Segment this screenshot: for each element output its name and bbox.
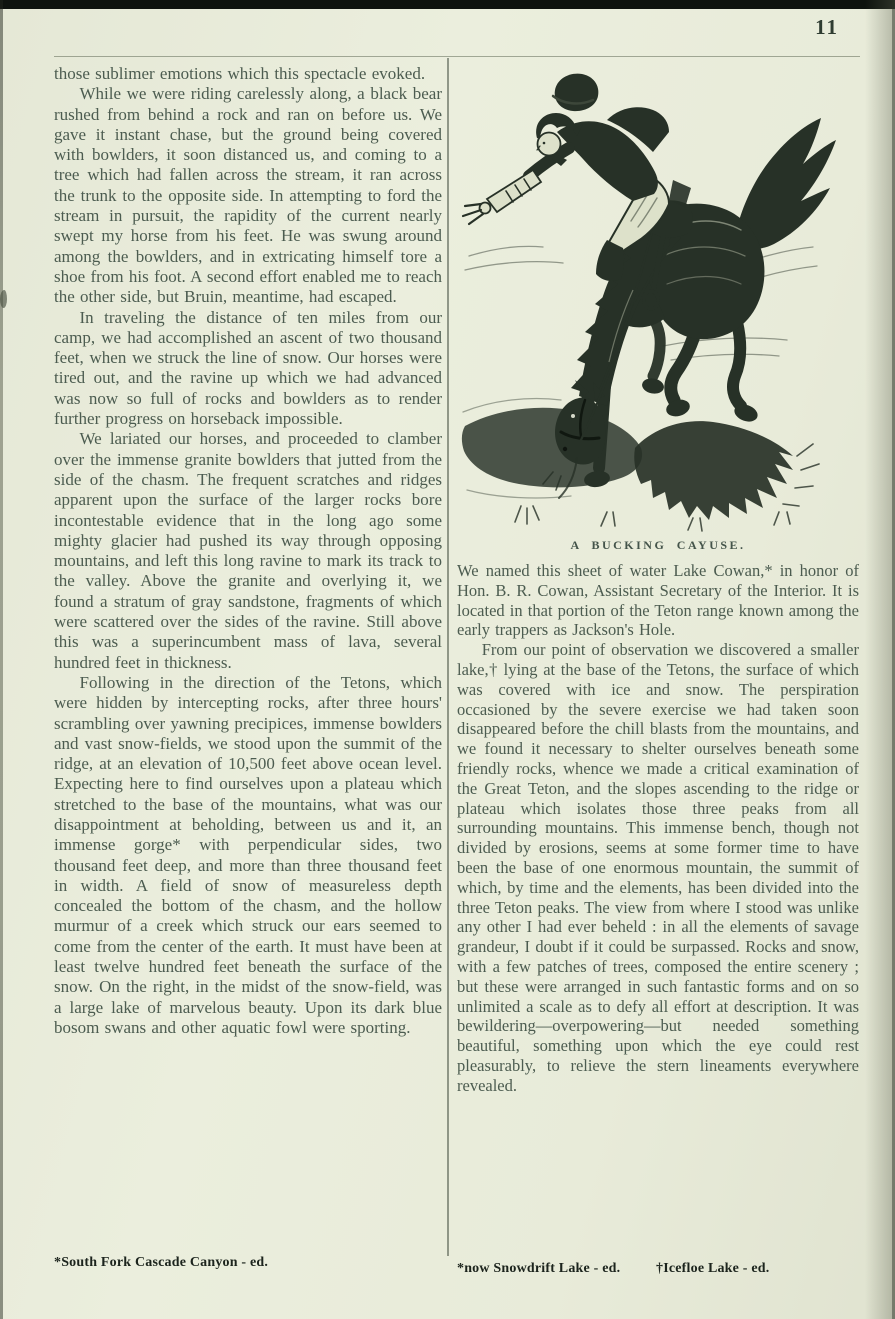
paragraph: Following in the direction of the Tetons, which were hidden by intercepting rocks, after three hours' scrambling over yawning precipices, immense bowlders and vast snow-fields, we stood upon the summit of the ridge, at an elevation of 10,500 feet above ocean level. Expecting here to find ourselves upon a plateau which stretched to the base of the mountains, what was our disappointment at beholding, between us and it, an immense gorge* with perpendicular sides, two thousand feet deep, and more than three thousand feet in width. A field of snow of measureless depth concealed the bottom of the chasm, and the hollow murmur of a creek which struck our ears seemed to come from the center of the earth. It must have been at least twelve hundred feet beneath the surface of the snow. On the right, in the midst of the snow-field, was a large lake of marvelous beauty. Upon its dark blue bosom swans and other aquatic fowl were sporting. <box>54 672 442 1037</box>
illustration-caption: A BUCKING CAYUSE. <box>570 538 746 552</box>
page-number: 11 <box>815 15 839 39</box>
left-column <box>54 64 442 1038</box>
paragraph: We lariated our horses, and proceeded to clamber over the immense granite bowlders that jutted from the side of the chasm. The frequent scratches and ridges apparent upon the surface of the larger rocks bore incontestable evidence that in the long ago some mighty glacier had pushed its way through opposing mountains, and left this long ravine to mark its track to the valley. Above the granite and overlying it, we found a stratum of gray sandstone, fragments of which were scattered over the sides of the ravine. Still above this was a superincumbent mass of lava, several hundred feet in thickness. <box>54 429 442 672</box>
right-footnote-snowdrift: *now Snowdrift Lake - ed. <box>457 1261 621 1276</box>
scan-left-edge <box>0 0 3 1319</box>
bucking-cayuse-illustration <box>457 60 859 553</box>
paragraph: While we were riding carelessly along, a black bear rushed from behind a rock and ran on before us. We gave it instant chase, but the ground being covered with bowlders, it soon distanced us, and coming to a tree which had fallen across the stream, it ran across the trunk to the opposite side. In attempting to ford the stream in pursuit, the rapidity of the current nearly swept my horse from his feet. He was swung around among the bowlders, and in extricating himself tore a shoe from his foot. A second effort enabled me to reach the other side, but Bruin, meantime, had escaped. <box>54 84 442 307</box>
header-rule <box>54 56 860 57</box>
scan-right-shade <box>865 0 895 1319</box>
scan-top-edge <box>0 0 895 9</box>
bucking-cayuse-engraving-icon <box>457 60 859 536</box>
paragraph: those sublimer emotions which this spectacle evoked. <box>54 64 426 83</box>
scan-blemish <box>0 290 7 308</box>
right-footnote-icefloe: †Icefloe Lake - ed. <box>656 1261 770 1276</box>
left-footnote: *South Fork Cascade Canyon - ed. <box>54 1255 269 1270</box>
paragraph: In traveling the distance of ten miles from our camp, we had accomplished an ascent of two thousand feet, when we struck the line of snow. Our horses were tired out, and the ravine up which we had advanced was now so full of rocks and bowlders as to render further progress on horseback impossible. <box>54 307 442 429</box>
paragraph: We named this sheet of water Lake Cowan,* in honor of Hon. B. R. Cowan, Assistant Secretary of the Interior. It is located in that portion of the Teton range known among the early trappers as Jackson's Hole. <box>457 561 859 640</box>
paragraph: From our point of observation we discovered a smaller lake,† lying at the base of the Tetons, the surface of which was covered with ice and snow. The perspiration occasioned by the severe exercise we had taken soon disappeared before the chill blasts from the mountains, and we found it necessary to shelter ourselves beneath some friendly rocks, whence we made a critical examination of the Great Teton, and the slopes ascending to the ridge or plateau which isolates those three peaks from all surrounding mountains. This immense bench, though not divided by erosions, seems at some former time to have been the base of one enormous mountain, the summit of which, by time and the elements, has been divided into the three Teton peaks. The view from where I stood was unlike any other I had ever beheld : in all the elements of savage grandeur, I doubt if it could be surpassed. Rocks and snow, with a few patches of trees, composed the entire scenery ; but these were arranged in such fantastic forms and on so unlimited a scale as to defy all effort at description. It was bewildering—overpowering—but needed something beautiful, something upon which the eye could rest pleasurably, to relieve the stern lineaments everywhere revealed. <box>457 640 859 1095</box>
right-footnotes <box>457 1261 769 1277</box>
column-divider <box>447 58 449 1256</box>
right-column <box>457 60 859 1096</box>
